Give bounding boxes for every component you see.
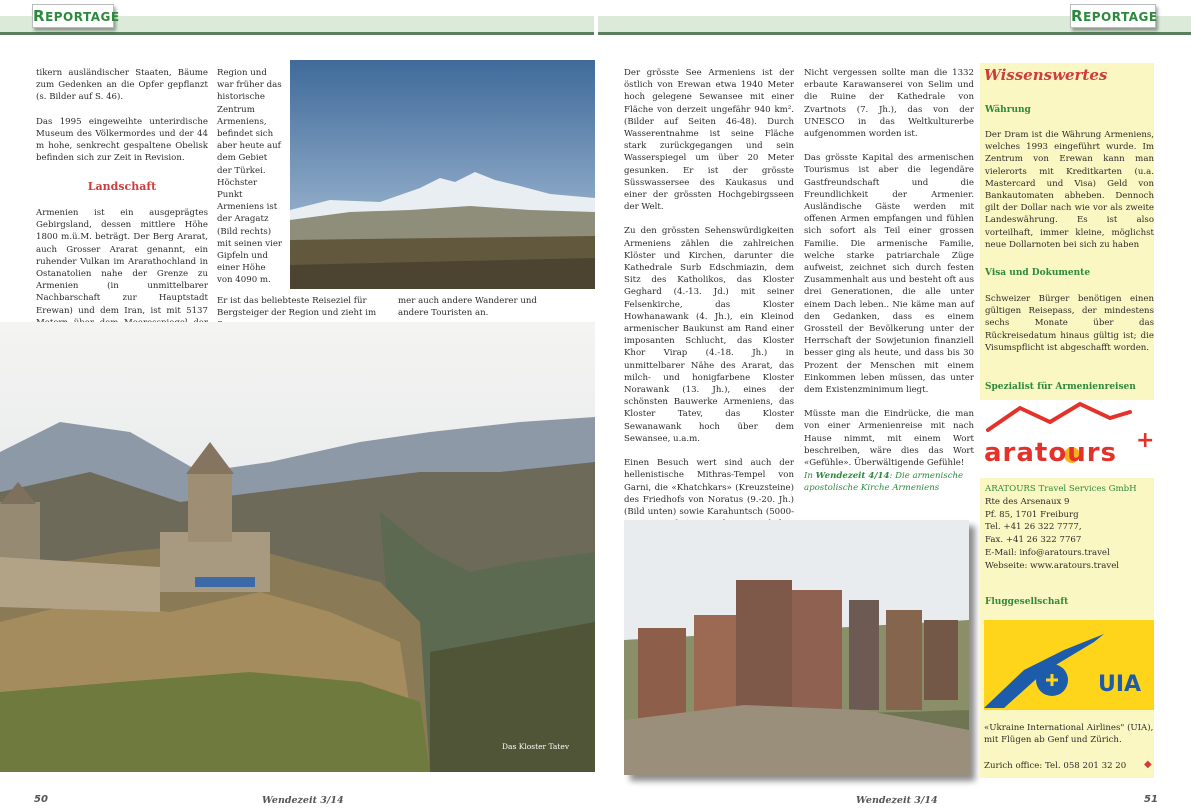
left-col2: Region und war früher das historische Zentrum Armeniens, befindet sich aber heute auf dem Gebiet der Türkei. Höchster Punkt Armeniens ist der Aragatz (Bild rechts) mit seinen vier Gipfeln und einer Höhe von 4090 m. [217, 68, 283, 286]
tatev-monastery-photo [0, 322, 595, 772]
address-line: Tel. +41 26 322 7777, [985, 522, 1082, 533]
paragraph: Das grösste Kapital des armenischen Tourismus ist aber die legendäre Gastfreundschaft und die Freundlichkeit der Armenier. Ausländische Gäste werden mit offenen Armen empfangen und fühlen sich sofort als Teil einer grossen Familie. Die armenische Familie, welche starke patriarchale Züge aufweist, zeichnet sich durch festen Zusammenhalt aus und besteht oft aus drei Generationen, die alle unter einem Dach leben.. Nie käme man auf den Gedanken, dass es einem Grossteil der Bevölkerung unter der Herrschaft der Sowjetunion finanziell besser ging als heute, und dass bis 30 Prozent der Menschen mit einem Einkommen leben müssen, das unter dem Existenzminimum liegt. [804, 153, 974, 396]
company-address [985, 483, 1154, 573]
paragraph: tikern ausländischer Staaten, Bäume zum Gedenken an die Opfer gepflanzt (s. Bilder auf S. 46). [36, 68, 208, 103]
left-col1-bottom: Armenien ist ein ausgeprägtes Gebirgsland, dessen mittlere Höhe 1800 m.ü.M. beträgt. Der Berg Ararat, auch Grosser Ararat genannt, ein ruhender Vulkan im Ararathochland in Ostanatolien nahe der Grenze zu Armenien (in unmittelbarer Nachbarschaft zur Hauptstadt Erewan) und dem Iran, ist mit 5137 [36, 208, 208, 316]
sidebar-heading-airline: Fluggesellschaft [985, 597, 1069, 607]
aratours-logo [980, 400, 1154, 478]
sidebar-heading-currency: Währung [985, 105, 1031, 115]
left-col3-cont: mer auch andere Wanderer und andere Touristen an. [398, 296, 537, 319]
zurich-office: Zurich office: Tel. 058 201 32 20 [984, 761, 1127, 771]
right-header-line [598, 32, 1191, 35]
company-name: ARATOURS Travel Services GmbH [985, 484, 1137, 494]
khatchkars-photo [624, 520, 969, 775]
next-issue-topic: : Die armenische apostolische Kirche Armeniens [804, 471, 964, 493]
sidebar-heading-visa: Visa und Dokumente [985, 268, 1091, 278]
page-number-right: 51 [1144, 794, 1158, 805]
right-col1 [624, 67, 794, 555]
sidebar-currency-text: Der Dram ist die Währung Armeniens, welches 1993 eingeführt wurde. Im Zentrum von Erewan kann man vielerorts mit Kreditkarten (u.a. Mastercard und Visa) Geld von Bankautomaten abheben. Dennoch gilt der Dollar nach wie vor als zweite Landeswährung. Es ist also vorteilhaft, immer kleine, möglichst neue Dollarnoten bei sich zu haben [985, 130, 1154, 250]
left-header-line [0, 32, 594, 35]
aratours-plus: + [1136, 428, 1155, 453]
email-link[interactable]: E-Mail: info@aratours.travel [985, 547, 1110, 558]
left-col2-cont: Er ist das beliebteste Reiseziel für Bergsteiger der Region und zieht im [217, 296, 377, 319]
address-line: Rte des Arsenaux 9 [985, 496, 1070, 507]
magazine-name-right: Wendezeit 3/14 [856, 795, 938, 806]
website-link[interactable]: Webseite: www.aratours.travel [985, 560, 1120, 571]
sidebar-visa-text: Schweizer Bürger benötigen einen gültigen Reisepass, der mindestens sechs Monate über das Rückreisedatum hinaus gültig ist; die Visumspflicht ist abgeschafft worden. [985, 294, 1154, 353]
paragraph: Zu den grössten Sehenswürdigkeiten Armeniens zählen die zahlreichen Klöster und Kirchen, darunter die Kathedrale Surb Edschmiazin, dem Sitz des Katholikos, das Kloster Geghard (4.-13. Jd.) mit seiner Felsenkirche, das Kloster Howhanawank (4. Jh.), ein Kleinod armenischer Baukunst am Rand einer imposanten Schlucht, das Kloster Khor Virap (4.-18. Jh.) in unmittelbarer Nähe des Ararat, das milch- und honigfarbene Kloster Norawank (13. Jh.), eines der schönsten Bauwerke Armeniens, das Kloster Tatev, das Kloster Sewanawank hoch über dem Sewansee, u.a.m. [624, 226, 794, 444]
uia-logo [984, 620, 1154, 710]
address-line: Fax. +41 26 322 7767 [985, 535, 1082, 546]
next-issue-prefix: In [804, 471, 816, 481]
photo-caption-tatev: Das Kloster Tatev [502, 742, 570, 751]
sidebar-heading-specialist: Spezialist für Armenienreisen [985, 382, 1136, 392]
section-heading-landschaft: Landschaft [87, 180, 157, 193]
right-col2 [804, 67, 974, 481]
left-section-label: REPORTAGE [32, 4, 114, 28]
next-issue-magazine: Wendezeit 4/14 [815, 471, 890, 481]
paragraph: Der grösste See Armeniens ist der östlich von Erewan etwa 1940 Meter hoch gelegene Sewansee mit einer Fläche von derzeit ungefähr 940 km². (Bilder auf Seiten 46-48). Durch Wasserentnahme ist seine Fläche stark zurückgegangen und sein Wasserspiegel um über 20 Meter gesunken. Er ist der grösste Süsswassersee des Kaukasus und einer der grössten Hochgebirgsseen der Welt. [624, 68, 794, 213]
uia-wordmark: UIA [1098, 672, 1142, 697]
left-col1-top [36, 67, 208, 176]
diamond-end-icon: ◆ [1144, 759, 1152, 770]
page-number-left: 50 [34, 794, 48, 805]
paragraph: Das 1995 eingeweihte unterirdische Museum des Völkermordes und der 44 m hohe, senkrecht gespaltene Obelisk befinden sich zur Zeit in Revision. [36, 116, 208, 164]
paragraph: Einen Besuch wert sind auch der hellenistische Mithras-Tempel von Garni, die «Khatchkars» (Kreuzsteine) des Friedhofs von Noratus (9.-20. Jh.)(Bild unten) sowie Karahuntsch (5000- [624, 458, 794, 517]
magazine-name-left: Wendezeit 3/14 [262, 795, 344, 806]
airline-text: «Ukraine International Airlines" (UIA), mit Flügen ab Genf und Zürich. [984, 723, 1154, 746]
aragatz-mountain-photo [290, 60, 595, 289]
right-section-label: REPORTAGE [1070, 4, 1156, 28]
address-line: Pf. 85, 1701 Freiburg [985, 509, 1079, 520]
paragraph: Nicht vergessen sollte man die 1332 erbaute Karawanserei von Selim und die Ruine der Kathedrale von Zvartnots (7. Jh.), das von der UNESCO in das Weltkulturerbe aufgenommen worden ist. [804, 68, 974, 140]
paragraph: Müsste man die Eindrücke, die man von einer Armenienreise mit nach Hause nimmt, mit einem Wort beschreiben, wäre dies das Wort «Gefühle». Überwältigende Gefühle! [804, 409, 974, 469]
next-issue-note [804, 470, 974, 494]
sidebar-title: Wissenswertes [984, 66, 1108, 84]
aratours-wordmark: aratours [984, 438, 1118, 468]
